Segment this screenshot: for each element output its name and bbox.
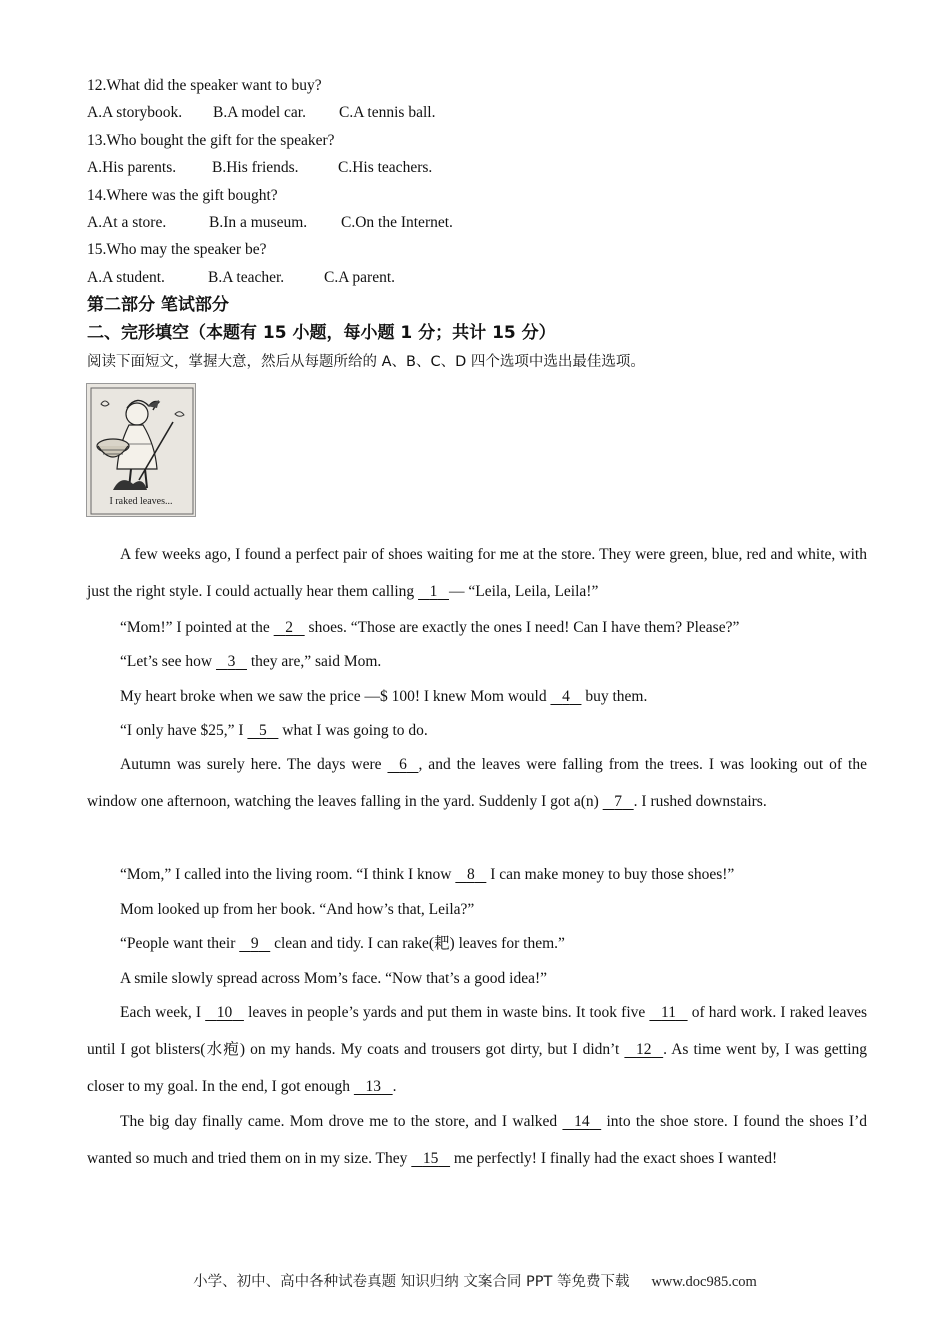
page-footer xyxy=(0,1270,950,1291)
question-14-options xyxy=(87,213,453,233)
footer-site-link[interactable]: www.doc985.com xyxy=(651,1274,757,1290)
blank-4[interactable] xyxy=(550,687,581,707)
text: “I only have $25,” I xyxy=(120,722,248,739)
option: A.A student. xyxy=(87,269,165,286)
paragraph-6 xyxy=(87,746,867,820)
blank-number: 9 xyxy=(250,935,259,952)
blank-number: 10 xyxy=(216,1004,233,1021)
part-title: 第二部分 笔试部分 xyxy=(87,295,229,315)
cloze-title: 二、完形填空（本题有 15 小题，每小题 1 分；共计 15 分） xyxy=(87,323,556,343)
blank-number: 15 xyxy=(422,1150,439,1167)
paragraph-2 xyxy=(87,618,867,638)
paragraph-9 xyxy=(87,934,867,954)
option: A.A storybook. xyxy=(87,104,183,121)
paragraph-7 xyxy=(87,865,867,885)
text: of hard work. I raked leaves until I got blisters(水疱) on my hands. My coats and trousers got dirty, but I didn’t xyxy=(87,1004,867,1058)
blank-number: 7 xyxy=(614,793,623,810)
blank-number: 1 xyxy=(429,583,438,600)
text: what I was going to do. xyxy=(278,722,428,739)
option: B.A model car. xyxy=(213,104,306,121)
text: “Mom,” I called into the living room. “I think I know xyxy=(120,866,456,883)
blank-number: 4 xyxy=(562,688,570,705)
illustration xyxy=(86,383,196,517)
paragraph-3 xyxy=(87,652,867,672)
blank-number: 6 xyxy=(399,756,407,773)
text: . I rushed downstairs. xyxy=(633,793,767,810)
text: “Let’s see how xyxy=(120,653,216,670)
blank-10[interactable] xyxy=(205,994,244,1031)
text: , and the leaves were falling from the trees. I was looking out of the window one afternoon, watching the leaves falling in the yard. Suddenly I got a(n) xyxy=(87,756,867,810)
blank-number: 13 xyxy=(365,1078,382,1095)
text: “People want their xyxy=(120,935,240,952)
text: A smile slowly spread across Mom’s face. “Now that’s a good idea!” xyxy=(120,970,548,987)
paragraph-11 xyxy=(87,994,867,1105)
blank-number: 3 xyxy=(227,653,236,670)
text: The big day finally came. Mom drove me to the store, and I walked xyxy=(120,1113,563,1130)
blank-1[interactable] xyxy=(418,573,449,610)
text: buy them. xyxy=(581,688,648,705)
blank-6[interactable] xyxy=(387,746,418,783)
blank-13[interactable] xyxy=(354,1068,393,1105)
text: Mom looked up from her book. “And how’s that, Leila?” xyxy=(120,901,475,918)
option: C.A tennis ball. xyxy=(339,104,436,121)
paragraph-4 xyxy=(87,687,867,707)
option: A.At a store. xyxy=(87,214,167,231)
question-13-options xyxy=(87,158,432,178)
blank-5[interactable] xyxy=(247,721,278,741)
option: B.A teacher. xyxy=(208,269,285,286)
text: “Mom!” I pointed at the xyxy=(120,619,274,636)
paragraph-12 xyxy=(87,1103,867,1177)
option: C.On the Internet. xyxy=(341,214,453,231)
text: — “Leila, Leila, Leila!” xyxy=(449,583,599,600)
blank-number: 2 xyxy=(285,619,294,636)
blank-9[interactable] xyxy=(239,934,270,954)
blank-14[interactable] xyxy=(562,1103,601,1140)
blank-number: 11 xyxy=(661,1004,676,1021)
text: shoes. “Those are exactly the ones I need! Can I have them? Please?” xyxy=(304,619,740,636)
blank-3[interactable] xyxy=(216,652,247,672)
blank-8[interactable] xyxy=(455,865,486,885)
blank-11[interactable] xyxy=(649,994,687,1031)
paragraph-10 xyxy=(87,969,867,989)
cloze-instruction: 阅读下面短文，掌握大意，然后从每题所给的 A、B、C、D 四个选项中选出最佳选项。 xyxy=(87,354,645,370)
text: me perfectly! I finally had the exact shoes I wanted! xyxy=(450,1150,778,1167)
text: Autumn was surely here. The days were xyxy=(120,756,388,773)
blank-7[interactable] xyxy=(603,783,634,820)
text: they are,” said Mom. xyxy=(246,653,382,670)
text: clean and tidy. I can rake(耙) leaves for them.” xyxy=(270,935,565,952)
paragraph-5 xyxy=(87,721,867,741)
blank-number: 14 xyxy=(574,1113,590,1130)
option: A.His parents. xyxy=(87,159,177,176)
illustration-caption: I raked leaves... xyxy=(109,496,173,507)
text: My heart broke when we saw the price —$ 100! I knew Mom would xyxy=(120,688,551,705)
blank-2[interactable] xyxy=(274,618,305,638)
option: B.In a museum. xyxy=(209,214,308,231)
text: A few weeks ago, I found a perfect pair of shoes waiting for me at the store. They were green, blue, red and white, with just the right style. I could actually hear them calling xyxy=(87,546,867,600)
blank-15[interactable] xyxy=(411,1140,450,1177)
blank-number: 12 xyxy=(636,1041,652,1058)
text: Each week, I xyxy=(120,1004,206,1021)
text: . As time went by, I was getting closer to my goal. In the end, I got enough xyxy=(87,1041,868,1095)
question-12-options xyxy=(87,103,435,123)
blank-12[interactable] xyxy=(624,1031,663,1068)
blank-number: 8 xyxy=(466,866,475,883)
option: C.His teachers. xyxy=(338,159,433,176)
question-13-stem: 13.Who bought the gift for the speaker? xyxy=(87,132,335,149)
option: C.A parent. xyxy=(324,269,396,286)
text: into the shoe store. I found the shoes I’d wanted so much and tried them on in my size. They xyxy=(87,1113,867,1167)
blank-number: 5 xyxy=(259,722,267,739)
footer-text: 小学、初中、高中各种试卷真题 知识归纳 文案合同 PPT 等免费下载 xyxy=(193,1274,630,1290)
text: leaves in people’s yards and put them in waste bins. It took five xyxy=(243,1004,650,1021)
text: I can make money to buy those shoes!” xyxy=(486,866,735,883)
question-12-stem: 12.What did the speaker want to buy? xyxy=(87,77,322,94)
paragraph-8 xyxy=(87,900,867,920)
option: B.His friends. xyxy=(212,159,299,176)
text: . xyxy=(392,1078,397,1095)
question-14-stem: 14.Where was the gift bought? xyxy=(87,187,278,204)
question-15-options xyxy=(87,268,395,288)
question-15-stem: 15.Who may the speaker be? xyxy=(87,241,267,258)
paragraph-1 xyxy=(87,536,867,610)
